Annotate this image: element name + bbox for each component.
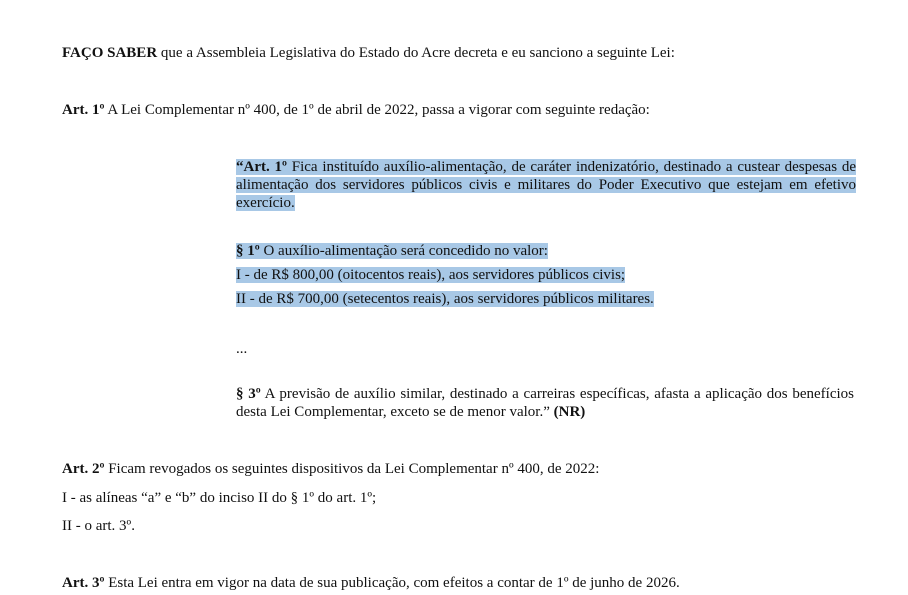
art3-text: Esta Lei entra em vigor na data de sua publicação, com efeitos a contar de 1º de junho de 2026.	[104, 575, 680, 591]
nr-marker: (NR)	[553, 404, 586, 420]
ellipsis-text: ...	[236, 341, 248, 357]
art1-text: A Lei Complementar nº 400, de 1º de abril de 2022, passa a vigorar com seguinte redação:	[104, 102, 650, 118]
art3-label: Art. 3º	[62, 575, 105, 591]
art1-paragraph	[62, 100, 650, 120]
quoted-inciso-2-text: II - de R$ 700,00 (setecentos reais), aos servidores públicos militares.	[236, 291, 654, 307]
art2-inciso-2-text: II - o art. 3º.	[62, 518, 135, 534]
art2-label: Art. 2º	[62, 461, 105, 477]
art2-inciso-1-text: I - as alíneas “a” e “b” do inciso II do § 1º do art. 1º;	[62, 490, 377, 506]
quoted-inciso-1	[236, 266, 856, 284]
quoted-paragraph-1-text: O auxílio-alimentação será concedido no valor:	[259, 243, 548, 259]
quoted-inciso-1-text: I - de R$ 800,00 (oitocentos reais), aos servidores públicos civis;	[236, 267, 626, 283]
quoted-art1-label: “Art. 1º	[236, 159, 287, 175]
art3-paragraph	[62, 573, 680, 593]
art1-label: Art. 1º	[62, 102, 105, 118]
quoted-paragraph-3-label: § 3º	[236, 386, 261, 402]
quoted-paragraph-1	[236, 242, 856, 260]
intro-text: que a Assembleia Legislativa do Estado do Acre decreta e eu sanciono a seguinte Lei:	[157, 45, 675, 61]
quoted-inciso-2	[236, 290, 856, 308]
art2-inciso-2	[62, 516, 135, 536]
art2-inciso-1	[62, 488, 376, 508]
intro-paragraph	[62, 43, 675, 63]
quoted-art1-text: Fica instituído auxílio-alimentação, de caráter indenizatório, destinado a custear despesas de alimentação dos servidores públicos civis e militares do Poder Executivo que estejam em efetivo exercício.	[236, 159, 856, 211]
art2-paragraph	[62, 459, 599, 479]
quoted-paragraph-3	[236, 385, 854, 421]
quoted-paragraph-1-highlight	[236, 243, 548, 259]
quoted-paragraph-1-label: § 1º	[236, 243, 260, 259]
quoted-ellipsis	[236, 340, 856, 358]
quoted-art1-highlight	[236, 159, 856, 211]
quoted-paragraph-3-text: A previsão de auxílio similar, destinado a carreiras específicas, afasta a aplicação dos benefícios desta Lei Complementar, exceto se de menor valor.”	[236, 386, 854, 420]
intro-lead: FAÇO SABER	[62, 45, 158, 61]
quoted-art1-paragraph	[236, 158, 856, 212]
art2-text: Ficam revogados os seguintes dispositivos da Lei Complementar nº 400, de 2022:	[104, 461, 600, 477]
